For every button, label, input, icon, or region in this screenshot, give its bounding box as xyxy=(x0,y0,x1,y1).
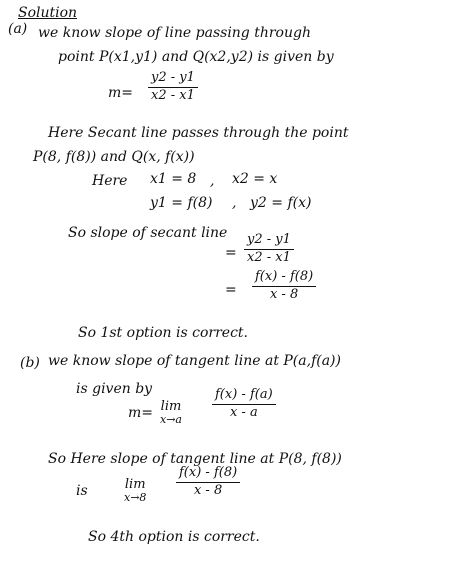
part-a-label: (a) xyxy=(8,21,28,37)
slope-formula-fraction xyxy=(148,71,198,104)
fraction-numerator: f(x) - f(8) xyxy=(179,465,238,480)
eq-y1: y1 = f(8) xyxy=(150,195,213,211)
fraction-numerator: f(x) - f(a) xyxy=(215,387,273,402)
lim-subscript: x→a xyxy=(160,413,182,427)
eq-y2: y2 = f(x) xyxy=(250,195,312,211)
tangent-fraction-8 xyxy=(176,466,240,499)
here-line1: Here Secant line passes through the point xyxy=(48,125,349,141)
equals-sign: = xyxy=(225,245,237,261)
eq-separator: , xyxy=(210,173,215,189)
slope-fraction-1 xyxy=(244,233,294,266)
lim-word: lim xyxy=(124,477,146,492)
fraction-denominator: x - 8 xyxy=(193,482,223,498)
fraction-denominator: x - 8 xyxy=(269,286,299,302)
limit-operator xyxy=(160,400,182,426)
part-a-conclusion: So 1st option is correct. xyxy=(78,325,248,341)
slope-fraction-2 xyxy=(252,270,316,303)
fraction-numerator: y2 - y1 xyxy=(247,232,291,247)
part-b-conclusion: So 4th option is correct. xyxy=(88,529,260,545)
is-word: is xyxy=(76,483,88,499)
formula-lhs: m= xyxy=(108,85,134,101)
m-lhs: m= xyxy=(128,405,154,421)
limit-operator xyxy=(124,478,146,504)
fraction-numerator: f(x) - f(8) xyxy=(255,269,314,284)
part-b-line1: we know slope of tangent line at P(a,f(a)) xyxy=(48,353,341,369)
eq-x2: x2 = x xyxy=(232,171,278,187)
here-line2: P(8, f(8)) and Q(x, f(x)) xyxy=(33,149,195,165)
lim-subscript: x→8 xyxy=(124,491,147,505)
part-b-line2: is given by xyxy=(76,381,153,397)
fraction-denominator: x2 - x1 xyxy=(247,249,291,265)
eq-separator: , xyxy=(232,195,237,211)
solution-heading: Solution xyxy=(18,5,78,21)
slope-text: So slope of secant line xyxy=(68,225,228,241)
tangent-fraction xyxy=(212,388,276,421)
lim-word: lim xyxy=(160,399,182,414)
part-a-line1: we know slope of line passing through xyxy=(38,25,311,41)
fraction-denominator: x - a xyxy=(229,404,258,420)
formula-denominator: x2 - x1 xyxy=(151,87,195,103)
part-a-line2: point P(x1,y1) and Q(x2,y2) is given by xyxy=(58,49,334,65)
part-b-here-line: So Here slope of tangent line at P(8, f(8)) xyxy=(48,451,342,467)
eq-x1: x1 = 8 xyxy=(150,171,197,187)
equals-sign: = xyxy=(225,282,237,298)
part-b-label: (b) xyxy=(20,355,40,371)
formula-numerator: y2 - y1 xyxy=(151,70,195,85)
here-word: Here xyxy=(92,173,128,189)
